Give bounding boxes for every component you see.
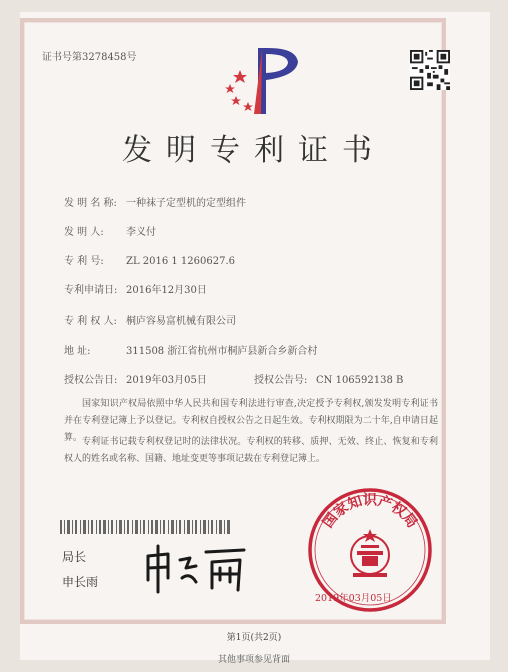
field-invention-name bbox=[64, 194, 246, 209]
seal-text: 国家知识产权局 bbox=[319, 492, 421, 532]
page-number: 第1页(共2页) bbox=[226, 633, 282, 643]
value-grant-date: 2019年03月05日 bbox=[126, 375, 207, 386]
field-address bbox=[64, 342, 317, 357]
label-patentee: 专 利 权 人: bbox=[64, 316, 117, 327]
value-filing-date: 2016年12月30日 bbox=[126, 285, 207, 296]
certificate-number: 证书号第3278458号 bbox=[42, 52, 137, 63]
value-address: 311508 浙江省杭州市桐庐县新合乡新合村 bbox=[126, 346, 318, 357]
barcode-icon bbox=[60, 520, 230, 534]
value-grant-no: CN 106592138 B bbox=[316, 375, 404, 386]
label-grant-date: 授权公告日: bbox=[64, 375, 118, 386]
field-grant-date bbox=[64, 371, 207, 386]
qr-code-icon bbox=[410, 50, 450, 90]
director-title: 局长 bbox=[62, 550, 87, 564]
label-address: 地 址: bbox=[64, 346, 91, 357]
field-inventor bbox=[64, 223, 156, 238]
seal-date: 2019年03月05日 bbox=[315, 593, 392, 604]
director-signature bbox=[140, 538, 260, 598]
label-inventor: 发 明 人: bbox=[64, 227, 104, 238]
field-filing-date bbox=[64, 281, 207, 296]
field-grant-no bbox=[254, 371, 403, 386]
field-patentee bbox=[64, 312, 236, 327]
document-title: 发明专利证书 bbox=[122, 133, 386, 168]
value-invention-name: 一种袜子定型机的定型组件 bbox=[126, 198, 246, 209]
label-filing-date: 专利申请日: bbox=[64, 285, 118, 296]
label-grant-no: 授权公告号: bbox=[254, 375, 308, 386]
value-patent-no: ZL 2016 1 1260627.6 bbox=[126, 256, 236, 267]
svg-text:国家知识产权局 bbox=[319, 492, 420, 531]
value-patentee: 桐庐容易富机械有限公司 bbox=[126, 316, 236, 327]
director-name: 申长雨 bbox=[62, 575, 99, 589]
label-invention-name: 发 明 名 称: bbox=[64, 198, 117, 209]
back-note: 其他事项参见背面 bbox=[217, 655, 290, 665]
statement-paragraph-2: 专利证书记载专利权登记时的法律状况。专利权的转移、质押、无效、终止、恢复和专利权人的姓名或名称、国籍、地址变更等事项记载在专利登记簿上。 bbox=[64, 437, 438, 464]
field-patent-no bbox=[64, 252, 235, 267]
cnipa-logo-icon bbox=[216, 40, 306, 120]
label-patent-no: 专 利 号: bbox=[64, 256, 104, 267]
value-inventor: 李义付 bbox=[126, 227, 156, 238]
statement-paragraph-1: 国家知识产权局依照中华人民共和国专利法进行审查,决定授予专利权,颁发发明专利证书并在专利登记簿上予以登记。专利权自授权公告之日起生效。专利权期限为二十年,自申请日起算。 bbox=[64, 399, 438, 443]
